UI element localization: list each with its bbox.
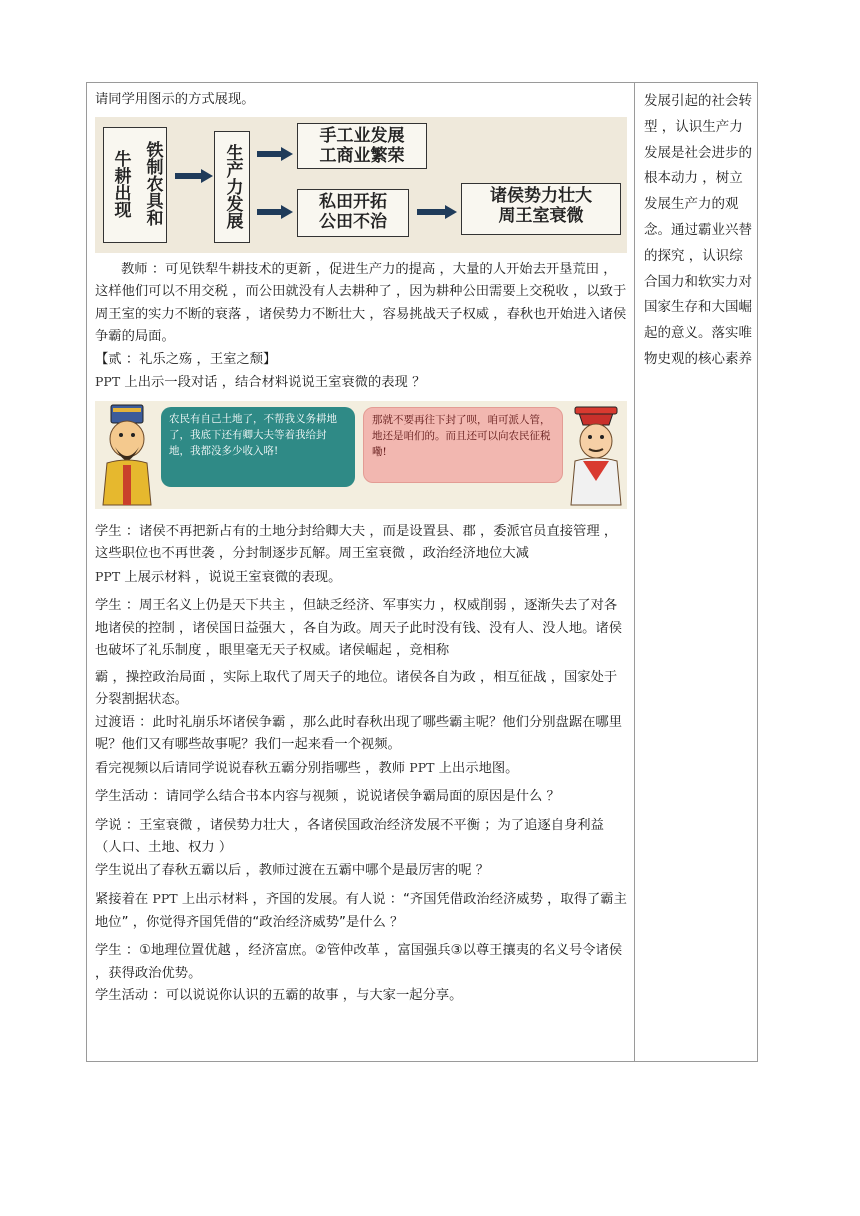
section-title: 【贰 ：礼乐之殇 ，王室之颓】	[95, 351, 277, 367]
arrow-4	[417, 205, 457, 219]
king-speech-bubble: 农民有自己土地了，不帮我义务耕地了，我底下还有卿大夫等着我给封地，我都没多少收入咯!	[161, 407, 355, 487]
ppt-material-line	[95, 566, 628, 590]
arrow-1	[175, 169, 213, 183]
ppt-label-4: PPT	[152, 891, 178, 906]
minister-figure-icon	[565, 403, 627, 507]
diagram-text-public: 公田不治	[319, 211, 387, 232]
student-answer-3: 学生 ：①地理位置优越 ，经济富庶。②管仲改革 ，富国强兵③以尊王攘夷的名义号令诸侯 ，获得政治优势。	[95, 943, 623, 981]
diagram-box-tools	[103, 127, 167, 243]
student-answer-2b: 霸 ，操控政治局面 ，实际上取代了周天子的地位。诸侯各自为政 ，相互征战 ，国家处于分裂割据状态。	[95, 669, 618, 707]
student-answer-1: 学生 ：诸侯不再把新占有的土地分封给卿大夫 ，而是设置县、郡 ，委派官员直接管理 ，这些职位也不再世袭 ，分封制逐步瓦解。周王室衰微 ，政治经济地位大减	[95, 523, 618, 561]
diagram-text-lords: 诸侯势力壮大	[490, 185, 592, 206]
arrow-3	[257, 205, 293, 219]
ppt-label-3: PPT	[409, 759, 435, 775]
diagram-text-niugeng: 牛耕出现	[110, 149, 131, 218]
column-divider	[634, 83, 635, 1061]
diagram-text-tiezhi: 铁制农具和	[142, 141, 163, 226]
diagram-text-private: 私田开拓	[319, 191, 387, 212]
ppt-label-2: PPT	[95, 568, 121, 584]
after-line: 学生说出了春秋五霸以后 ，教师过渡在五霸中哪个是最厉害的呢 ？	[95, 862, 490, 878]
diagram-box-private-fields	[297, 189, 409, 237]
student-answer-2: 学生 ：周王名义上仍是天下共主 ，但缺乏经济、军事实力 ，权威削弱 ，逐渐失去了对各地诸侯的控制 ，诸侯国日益强大 ，各自为政。周天子此时没有钱、没有人、没人地。诸侯也破坏了礼乐制度 ，眼里毫无天子权威。诸侯崛起 ，竞相称	[95, 598, 623, 658]
lesson-table	[86, 82, 758, 1062]
minister-speech-bubble: 那就不要再往下封了呗，咱可派人管，地还是咱们的。而且还可以向农民征税嘞!	[363, 407, 563, 483]
diagram-box-lords	[461, 183, 621, 235]
transition-line: 过渡语 ：此时礼崩乐坏诸侯争霸 ，那么此时春秋出现了哪些霸主呢？他们分别盘踞在哪里呢？他们又有哪些故事呢？我们一起来看一个视频。	[95, 714, 623, 752]
king-figure-icon	[97, 403, 157, 507]
ppt-material-text: 上展示材料 ，说说王室衰微的表现。	[120, 569, 342, 585]
arrow-2	[257, 147, 293, 161]
next-text-a: 紧接着在	[95, 892, 153, 907]
diagram-text-zhou: 周王室衰微	[498, 205, 584, 226]
next-line	[95, 888, 628, 934]
design-intent-cell: 发展引起的社会转型 ，认识生产力发展是社会进步的根本动力 ，树立发展生产力的观念。通过霸业兴替的探究 ，认识综合国力和软实力对国家生存和大国崛起的意义。落实唯物史观的核心素养	[644, 93, 752, 367]
diagram-text-commerce: 工商业繁荣	[319, 145, 405, 166]
video-text-a: 看完视频以后请同学说说春秋五霸分别指哪些 ，教师	[95, 760, 410, 776]
ppt-label: PPT	[95, 374, 121, 389]
student-activity-1: 学生活动 ：请同学么结合书本内容与视频 ，说说诸侯争霸局面的原因是什么 ？	[95, 789, 560, 804]
video-text-b: 上出示地图。	[434, 760, 519, 776]
xueshuo-line: 学说 ：王室衰微 ，诸侯势力壮大 ，各诸侯国政治经济发展不平衡 ；为了追逐自身利益（人口、土地、权力 ）	[95, 817, 604, 855]
intro-line: 请同学用图示的方式展现。	[95, 92, 255, 107]
dialogue-illustration	[95, 401, 627, 509]
diagram-box-productivity: 生产力发展	[214, 131, 250, 243]
diagram-box-handicraft	[297, 123, 427, 169]
next-text-b: 上出示材料 ，齐国的发展。有人说 ：“齐国凭借政治经济威势 ，取得了霸主地位” ，你觉得齐国凭借的“政治经济威势”是什么 ？	[95, 892, 627, 930]
ppt-dialogue-line	[95, 371, 628, 395]
diagram-text-handicraft: 手工业发展	[319, 125, 405, 146]
ppt-dialogue-text: 上出示一段对话 ，结合材料说说王室衰微的表现 ？	[120, 375, 426, 390]
video-line	[95, 757, 628, 781]
teaching-process-cell	[95, 89, 628, 1008]
student-activity-2: 学生活动 ：可以说说你认识的五霸的故事 ，与大家一起分享。	[95, 988, 463, 1003]
teacher-paragraph: 教师 ：可见铁犁牛耕技术的更新 ，促进生产力的提高 ，大量的人开始去开垦荒田 ，这样他们可以不用交税 ，而公田就没有人去耕种了 ，因为耕种公田需要上交税收 ，以致于周王室的实力不断的衰落 ，诸侯势力不断壮大 ，容易挑战天子权威 ，春秋也开始进入诸侯争霸的局面。	[95, 261, 627, 344]
causal-diagram	[95, 117, 627, 253]
